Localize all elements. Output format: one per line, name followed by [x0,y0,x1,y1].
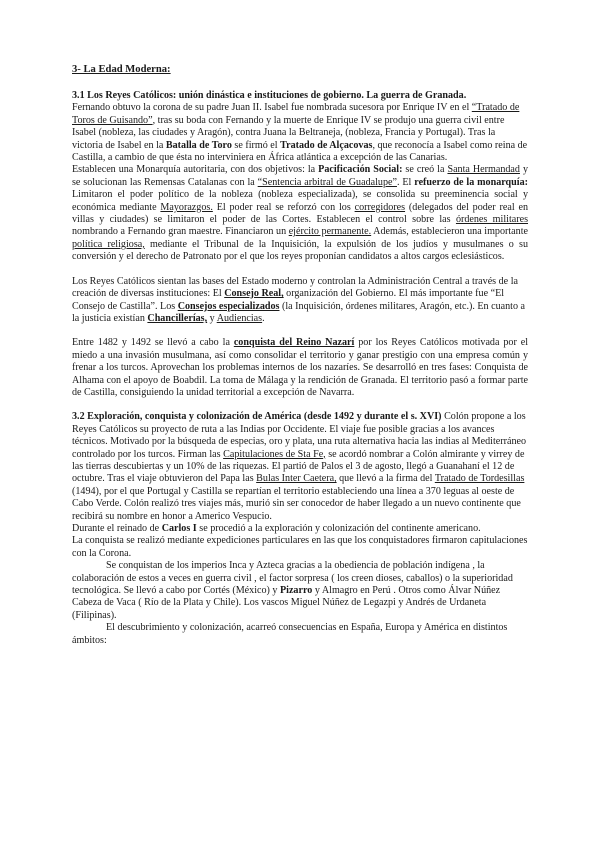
subsection-3-1-title: 3.1 Los Reyes Católicos: unión dinástica e instituciones de gobierno. La guerra de Granada. [72,90,467,101]
term-mayorazgos: Mayorazgos. [160,201,213,213]
paragraph-3-1-a: Fernando obtuvo la corona de su padre Juan II. Isabel fue nombrada sucesora por Enrique IV en el “Tratado de Toros de Guisando”, tras su boda con Fernando y la muerte de Enrique IV se produjo una guerra civil entre Isabel (nobleza, las ciudades y Aragón), contra Juana la Beltraneja, (nobleza, Francia y Portugal). Tras la victoria de Isabel en la Batalla de Toro se firmó el Tratado de Alçacovas, que reconocía a Isabel como reina de Castilla, a cambio de que ésta no interviniera en África atlántica a excepción de las Canarias. [72,102,528,164]
term-bulas-inter-caetera: Bulas Inter Caetera, [256,473,337,485]
term-consejo-real: Consejo Real, [224,288,284,300]
term-pacificacion-social: Pacificación Social: [318,164,403,176]
term-conquista-nazari: conquista del Reino Nazarí [233,337,355,349]
paragraph-3-2-c: La conquista se realizó mediante expediciones particulares en las que los conquistadores firmaron capitulaciones con la Corona. [72,535,528,559]
subsection-3-2-title: 3.2 Exploración, conquista y colonización de América (desde 1492 y durante el s. XVI) [72,411,442,423]
term-ejercito-permanente: ejército permanente. [288,226,372,238]
term-sentencia-guadalupe: “Sentencia arbitral de Guadalupe” [257,176,397,188]
term-politica-religiosa: política religiosa, [72,238,145,250]
paragraph-3-1-c: Los Reyes Católicos sientan las bases del Estado moderno y controlan la Administración Central a través de la creación de diversas instituciones: El Consejo Real, organización del Gobierno. El más importante fue “El Consejo de Castilla”. Los Consejos especializados (la Inquisición, órdenes militares, Aragón, etc.). En cuanto a la justicia existían Chancillerías, y Audiencias. [72,275,526,324]
term-audiencias: Audiencias [216,312,263,324]
paragraph-3-2-a: 3.2 Exploración, conquista y colonización de América (desde 1492 y durante el s. XVI) Colón propone a los Reyes Católicos su proyecto de ruta a las Indias por Occidente. El viaje fue posible gracias a los avances técnicos. Motivado por la búsqueda de especias, oro y plata, una ruta alternativa hacia las indias al Mediterráneo controlado por los turcos. Firman las Capitulaciones de Sta Fe, se acordó nombrar a Colón almirante y virrey de las tierras descubiertas y un 10% de las riquezas. El partió de Palos el 3 de agosto, llegó a Guanahaní el 12 de octubre. Tras el viaje obtuvieron del Papa las Bulas Inter Caetera, que llevó a la firma del Tratado de Tordesillas (1494), por el que Portugal y Castilla se repartían el territorio estableciendo una línea a 370 leguas al oeste de Cabo Verde. Colón realizó tres viajes más, murió sin ser conocedor de haber llegado a un nuevo continente que recibirá su nombre en honor a Americo Vespucio. [72,411,527,522]
paragraph-3-2-e: El descubrimiento y colonización, acarreó consecuencias en España, Europa y América en distintos ámbitos: [72,622,508,646]
term-corregidores: corregidores [354,201,406,213]
term-consejos-especializados: Consejos especializados [177,300,280,312]
term-tratado-tordesillas: Tratado de Tordesillas [434,473,525,485]
term-tratado-toros: “Tratado de Toros de Guisando” [72,102,520,126]
term-chancillerias: Chancillerías, [147,312,208,324]
term-refuerzo-monarquia: refuerzo de la monarquía: [414,176,528,188]
paragraph-3-1-b: Establecen una Monarquía autoritaria, con dos objetivos: la Pacificación Social: se creó la Santa Hermandad y se solucionan las Remensas Catalanas con la “Sentencia arbitral de Guadalupe”. El refuerzo de la monarquía: Limitaron el poder político de la nobleza (nobleza especializada), se consolida su preeminencia social y económica mediante Mayorazgos. El poder real se reforzó con los corregidores (delegados del poder real en villas y ciudades) se limitaron el poder de las Cortes. Establecen el control sobre las órdenes militares nombrando a Fernando gran maestre. Financiaron un ejército permanente. Además, establecieron una importante política religiosa, mediante el Tribunal de la Inquisición, la expulsión de los judíos y musulmanes o su conversión y el derecho de Patronato por el que los reyes proponían candidatos a altos cargos eclesiásticos. [72,164,529,263]
paragraph-3-2-d: Se conquistan de los imperios Inca y Azteca gracias a la obediencia de población indígena , la colaboración de estos a veces en guerra civil , el factor sorpresa ( los creen dioses, caballos) o la superioridad tecnológica. Se llevó a cabo por Cortés (México) y Pizarro y Almagro en Perú . Otros como Álvar Núñez Cabeza de Vaca ( Río de la Plata y Chile). Los vascos Miguel Núñez de Legazpi y Andrés de Urdaneta (Filipinas). [72,560,513,621]
term-santa-hermandad: Santa Hermandad [447,164,520,176]
section-heading: 3- La Edad Moderna: [72,64,171,75]
term-batalla-toro: Batalla de Toro [165,139,232,151]
term-tratado-alcacovas: Tratado de Alçacovas [280,139,373,151]
term-ordenes-militares: órdenes militares [455,214,529,226]
term-carlos-i: Carlos I [161,523,197,534]
paragraph-3-2-b: Durante el reinado de Carlos I se procedió a la exploración y colonización del continente americano. [72,523,481,534]
term-pizarro: Pizarro [279,585,313,597]
term-capitulaciones-santa-fe: Capitulaciones de Sta Fe, [223,448,326,460]
document-page [72,64,528,647]
paragraph-3-1-d: Entre 1482 y 1492 se llevó a cabo la conquista del Reino Nazarí por los Reyes Católicos motivada por el miedo a una invasión musulmana, así como consolidar el territorio y ganar prestigio con una empresa común y frenar a los turcos. Aprovechan los problemas internos de los nazaríes. Se desarrolló en tres fases: Conquista de Alhama con el apoyo de Boabdil. La toma de Málaga y la rendición de Granada. El territorio pasó a formar parte de Castilla, consiguiendo la unidad territorial a excepción de Navarra. [72,337,529,398]
